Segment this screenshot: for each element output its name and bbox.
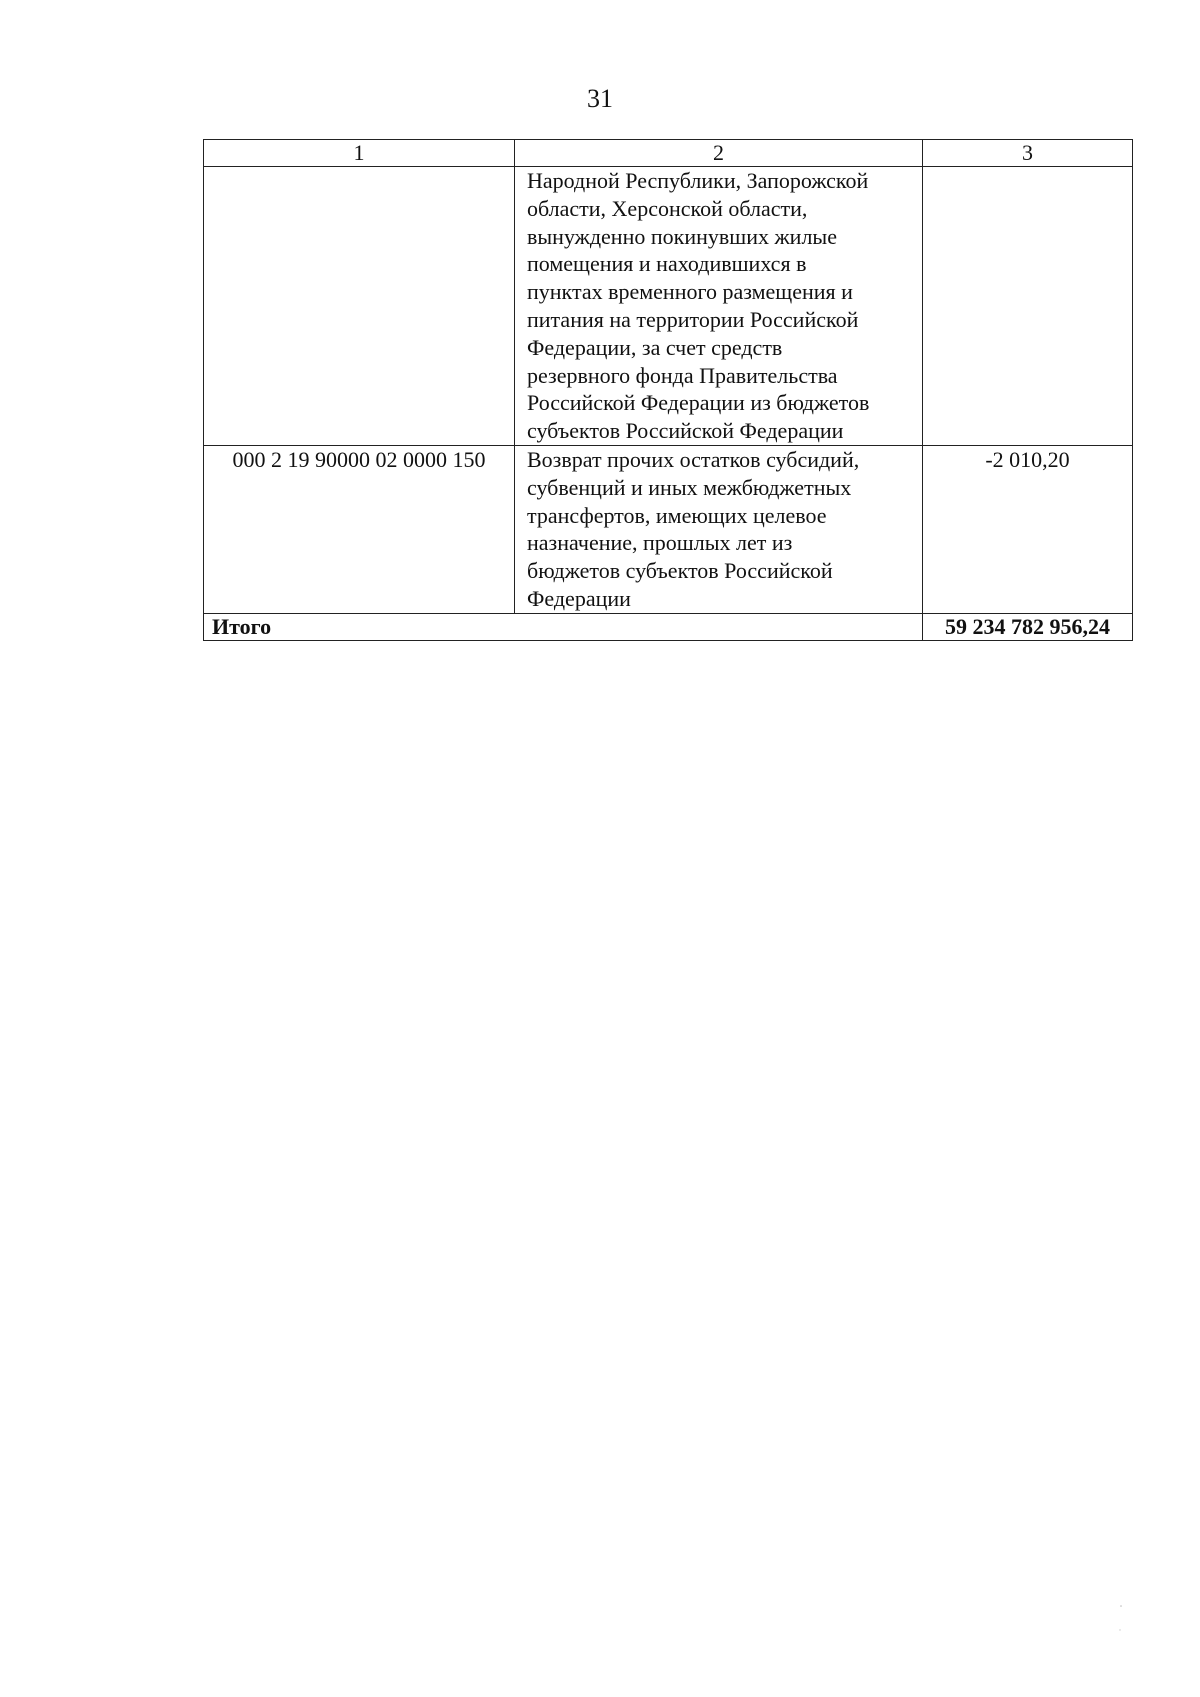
table-row [204, 445, 1133, 613]
row-code: 000 2 19 90000 02 0000 150 [204, 445, 515, 613]
table-row [204, 167, 1133, 446]
column-header-1: 1 [204, 140, 515, 167]
total-label: Итого [204, 613, 923, 640]
table-header-row [204, 140, 1133, 167]
row-amount [923, 167, 1133, 446]
row-description: Возврат прочих остатков субсидий, субвенций и иных межбюджетных трансфертов, имеющих целевое назначение, прошлых лет из бюджетов субъектов Российской Федерации [515, 445, 923, 613]
row-description: Народной Республики, Запорожской области, Херсонской области, вынужденно покинувших жилые помещения и находившихся в пунктах временного размещения и питания на территории Российской Федерации, за счет средств резервного фонда Правительства Российской Федерации из бюджетов субъектов Российской Федерации [515, 167, 923, 446]
total-amount: 59 234 782 956,24 [923, 613, 1133, 640]
column-header-3: 3 [923, 140, 1133, 167]
row-amount: -2 010,20 [923, 445, 1133, 613]
total-row [204, 613, 1133, 640]
budget-table [203, 139, 1133, 641]
row-code [204, 167, 515, 446]
scan-specks [1118, 1602, 1124, 1642]
page-number: 31 [587, 84, 613, 113]
column-header-2: 2 [515, 140, 923, 167]
